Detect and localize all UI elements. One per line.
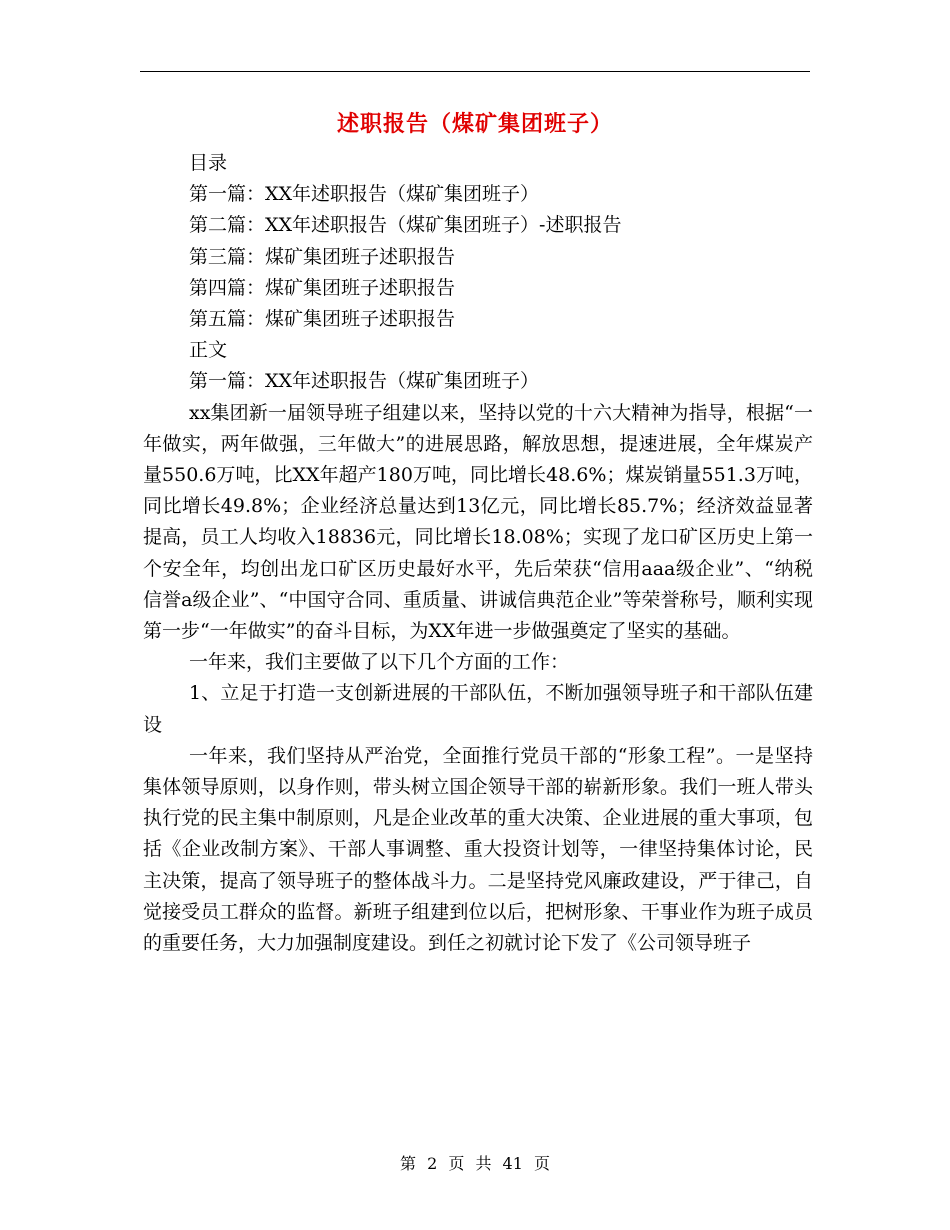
toc-item: 第三篇：煤矿集团班子述职报告	[189, 245, 456, 268]
toc-heading: 目录	[189, 152, 228, 174]
document-body	[143, 148, 813, 959]
document-title: 述职报告（煤矿集团班子）	[336, 111, 613, 137]
body-paragraph: xx集团新一届领导班子组建以来，坚持以党的十六大精神为指导，根据“一年做实，两年做强，三年做大”的进展思路，解放思想，提速进展，全年煤炭产量550.6万吨，比XX年超产180万吨，同比增长48.6%；煤炭销量551.3万吨，同比增长49.8%；企业经济总量达到13亿元，同比增长85.7%；经济效益显著提高，员工人均收入18836元，同比增长18.08%；实现了龙口矿区历史上第一个安全年，均创出龙口矿区历史最好水平，先后荣获“信用aaa级企业”、“纳税信誉a级企业”、“中国守合同、重质量、讲诚信典范企业”等荣誉称号，顺利实现第一步“一年做实”的奋斗目标，为XX年进一步做强奠定了坚实的基础。	[143, 401, 813, 643]
toc-item: 第五篇：煤矿集团班子述职报告	[189, 308, 456, 331]
toc-item: 第一篇：XX年述职报告（煤矿集团班子）	[189, 183, 540, 206]
section-heading: 第一篇：XX年述职报告（煤矿集团班子）	[189, 370, 540, 393]
body-paragraph: 一年来，我们坚持从严治党，全面推行党员干部的“形象工程”。一是坚持集体领导原则，以身作则，带头树立国企领导干部的崭新形象。我们一班人带头执行党的民主集中制原则，凡是企业改革的重大决策、企业进展的重大事项，包括《企业改制方案》、干部人事调整、重大投资计划等，一律坚持集体讨论，民主决策，提高了领导班子的整体战斗力。二是坚持党风廉政建设，严于律己，自觉接受员工群众的监督。新班子组建到位以后，把树形象、干事业作为班子成员的重要任务，大力加强制度建设。到任之初就讨论下发了《公司领导班子	[143, 744, 813, 955]
toc-item: 第二篇：XX年述职报告（煤矿集团班子）-述职报告	[189, 214, 622, 237]
header-rule	[140, 71, 810, 72]
body-heading: 正文	[189, 339, 228, 362]
body-paragraph: 一年来，我们主要做了以下几个方面的工作：	[189, 651, 570, 674]
toc-item: 第四篇：煤矿集团班子述职报告	[189, 276, 456, 299]
body-paragraph: 1、立足于打造一支创新进展的干部队伍，不断加强领导班子和干部队伍建设	[143, 682, 813, 736]
page-number: 第 2 页 共 41 页	[400, 1154, 550, 1173]
